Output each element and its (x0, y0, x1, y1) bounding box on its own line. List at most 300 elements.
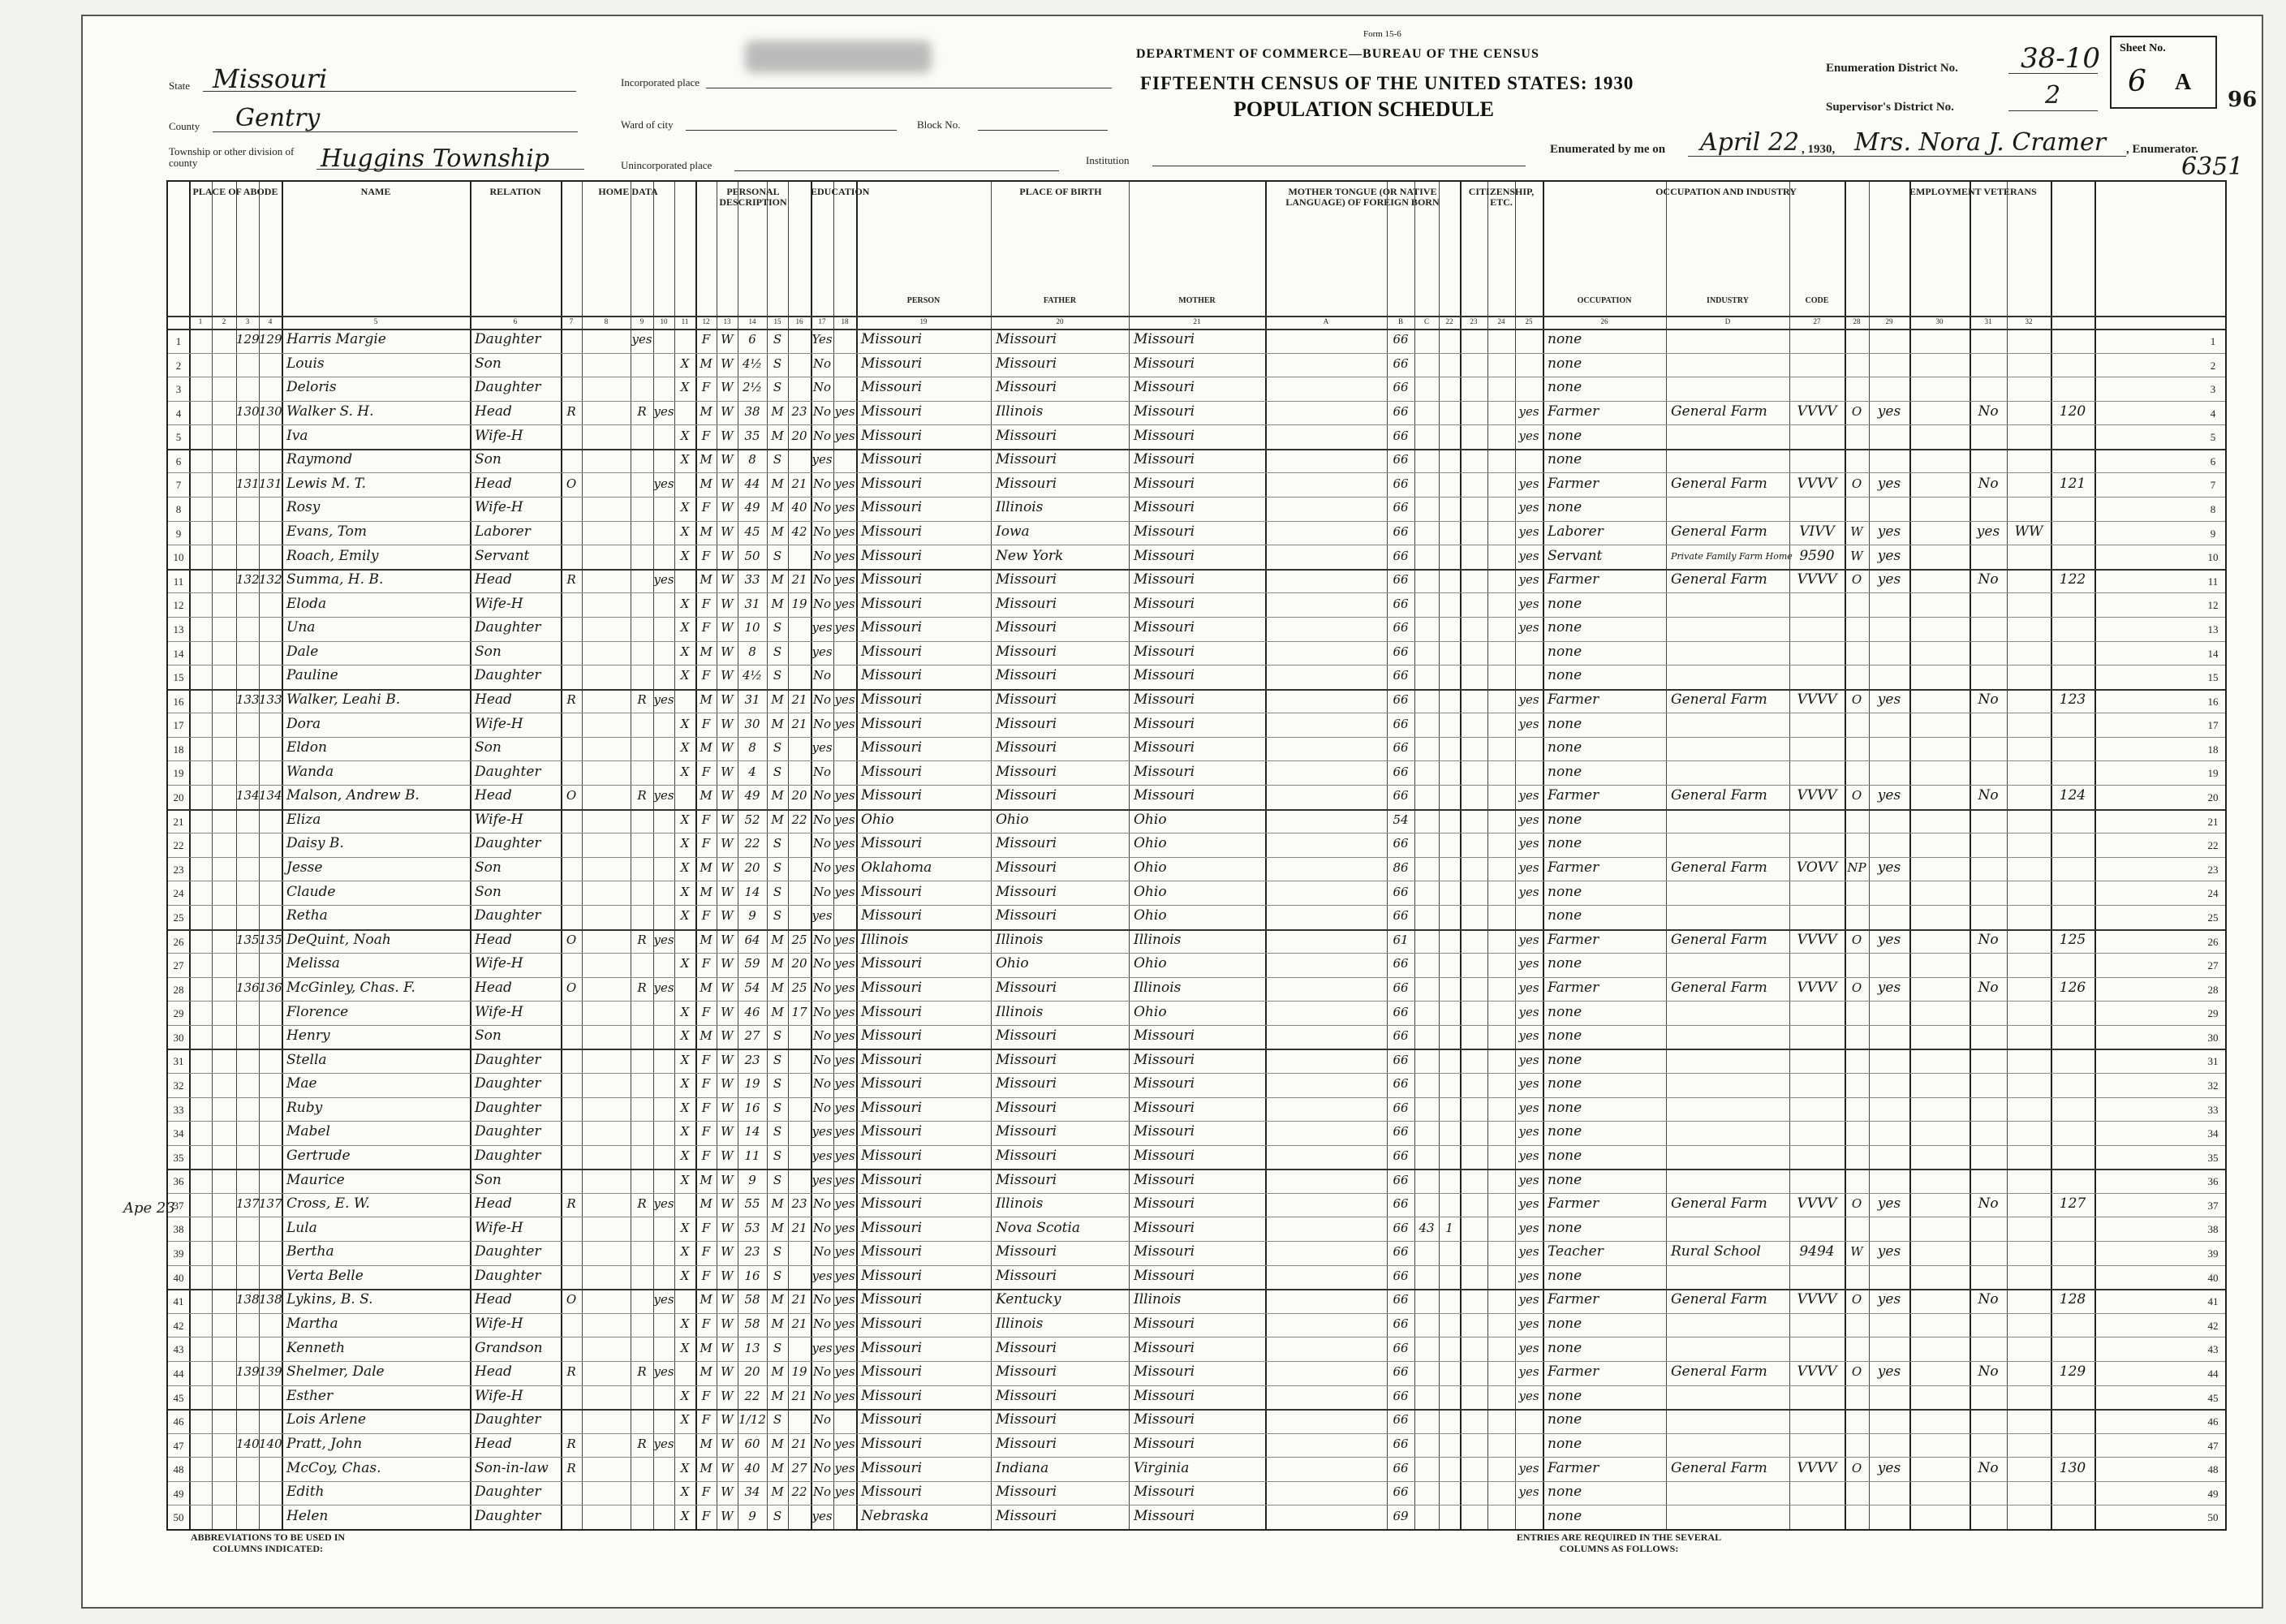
cell-occ: none (1548, 739, 1582, 756)
cell-rel: Wife-H (475, 715, 523, 732)
cell-fb: Missouri (996, 1243, 1057, 1260)
cell-code: 66 (1393, 1412, 1409, 1428)
cell-ms: M (771, 1316, 784, 1332)
cell-ms: M (771, 1460, 784, 1475)
cell-vet: yes (1518, 1244, 1539, 1260)
page-number: 96 (2228, 88, 2258, 112)
cell-own: X (680, 860, 690, 876)
cell-emp: yes (1877, 523, 1901, 540)
row-divider (168, 689, 2225, 691)
cell-fam: 134 (259, 788, 282, 803)
form-number: Form 15-6 (1363, 29, 1401, 39)
row-divider (168, 1145, 2225, 1146)
cell-fb: Missouri (996, 379, 1057, 396)
cell-cw: NP (1847, 860, 1866, 876)
cell-name: Evans, Tom (286, 523, 368, 540)
cell-mb: Missouri (1134, 499, 1195, 516)
cell-emp: yes (1877, 403, 1901, 420)
cell-occ: Farmer (1548, 691, 1599, 708)
cell-birth: Missouri (861, 1099, 923, 1116)
cell-ms: S (773, 1124, 782, 1139)
line-number-right: 23 (2207, 863, 2219, 876)
row-divider (168, 977, 2225, 978)
column-divider (259, 182, 260, 1529)
column-number: 6 (513, 317, 518, 325)
cell-cw: O (1851, 572, 1862, 588)
column-divider (1543, 182, 1544, 1529)
cell-rd: yes (834, 1076, 855, 1092)
cell-rd: yes (834, 596, 855, 611)
cell-rel: Son (475, 1171, 502, 1188)
cell-sex: F (701, 1004, 711, 1019)
schedule-title: POPULATION SCHEDULE (1233, 97, 1494, 121)
cell-code: 66 (1393, 596, 1409, 611)
cell-sex: M (700, 884, 712, 899)
cell-birth: Missouri (861, 499, 923, 516)
cell-code: 66 (1393, 1100, 1409, 1115)
cell-ind: General Farm (1671, 931, 1767, 948)
column-number: 19 (919, 317, 928, 325)
cell-radio: R (637, 404, 647, 420)
cell-name: Martha (286, 1316, 338, 1333)
cell-farm: yes (653, 476, 674, 491)
cell-rel: Son (475, 739, 502, 756)
cell-sex: M (700, 404, 712, 420)
cell-sex: M (700, 476, 712, 491)
cell-age: 40 (744, 1460, 760, 1475)
cell-sch: No (812, 548, 832, 563)
cell-ms: M (771, 1196, 784, 1212)
cell-cw: O (1851, 1292, 1862, 1307)
cell-agem: 22 (791, 1484, 807, 1500)
cell-mb: Missouri (1134, 451, 1195, 468)
column-divider (189, 182, 191, 1529)
group-heading-birth: PLACE OF BIRTH (1019, 186, 1102, 197)
cell-vw: No (1978, 931, 1999, 948)
cell-occ: Laborer (1548, 523, 1604, 540)
cell-radio: R (637, 1436, 647, 1451)
cell-code: 66 (1393, 980, 1409, 995)
cell-sex: F (701, 332, 711, 347)
cell-vw: No (1978, 979, 1999, 996)
cell-race: W (721, 380, 734, 395)
cell-cw: O (1851, 932, 1862, 947)
cell-sex: F (701, 956, 711, 971)
cell-sch: No (812, 500, 832, 515)
cell-race: W (721, 980, 734, 995)
cell-radio: R (637, 1196, 647, 1212)
cell-ms: M (771, 932, 784, 947)
cell-code: 66 (1393, 716, 1409, 731)
cell-vet: yes (1518, 1316, 1539, 1332)
cell-ms: S (773, 1340, 782, 1355)
cell-rel: Head (475, 1363, 512, 1381)
cell-vw: No (1978, 1459, 1999, 1476)
cell-emp: yes (1877, 931, 1901, 948)
subheading-father: FATHER (1043, 296, 1077, 305)
line-number-right: 16 (2207, 695, 2219, 708)
cell-birth: Missouri (861, 1171, 923, 1188)
subheading-industry: INDUSTRY (1707, 296, 1749, 305)
column-number: 18 (841, 317, 849, 325)
cell-mb: Missouri (1134, 1316, 1195, 1333)
cell-birth: Missouri (861, 1219, 923, 1236)
cell-occ: Farmer (1548, 475, 1599, 492)
line-number: 36 (173, 1175, 184, 1188)
cell-rd: yes (834, 620, 855, 635)
cell-occ: Farmer (1548, 1195, 1599, 1213)
cell-own: X (680, 1220, 690, 1235)
row-divider (168, 785, 2225, 786)
cell-code: 66 (1393, 1340, 1409, 1355)
cell-vw: No (1978, 571, 1999, 588)
cell-fb: Missouri (996, 667, 1057, 684)
cell-race: W (721, 691, 734, 707)
cell-code: 66 (1393, 691, 1409, 707)
cell-sch: No (812, 691, 832, 707)
sheet-number: 6 (2128, 65, 2146, 98)
cell-own: X (680, 884, 690, 899)
cell-age: 19 (744, 1076, 760, 1092)
cell-sch: No (812, 1028, 832, 1044)
cell-own: X (680, 716, 690, 731)
cell-own: X (680, 668, 690, 683)
cell-code: 66 (1393, 1148, 1409, 1163)
cell-ind: General Farm (1671, 1459, 1767, 1476)
cell-ms: S (773, 860, 782, 876)
block-label: Block No. (917, 118, 961, 131)
cell-farm: yes (653, 932, 674, 947)
line-number: 20 (173, 791, 184, 804)
cell-birth: Missouri (861, 1339, 923, 1356)
cell-agem: 25 (791, 932, 807, 947)
cell-name: Helen (286, 1507, 329, 1524)
cell-race: W (721, 716, 734, 731)
cell-rel: Daughter (475, 1484, 541, 1501)
cell-ind: General Farm (1671, 979, 1767, 996)
line-number: 32 (173, 1079, 184, 1092)
cell-age: 53 (744, 1220, 760, 1235)
cell-farm: yes (653, 691, 674, 707)
cell-sch: yes (812, 452, 833, 467)
row-divider (168, 521, 2225, 522)
cell-emp: yes (1877, 1195, 1901, 1213)
cell-vwar: WW (2014, 523, 2043, 540)
cell-name: Louis (286, 355, 325, 372)
cell-sex: M (700, 788, 712, 803)
cell-icode: VVVV (1797, 1363, 1837, 1381)
cell-birth: Oklahoma (861, 859, 932, 877)
cell-birth: Missouri (861, 1267, 923, 1284)
line-number-right: 2 (2210, 359, 2216, 372)
cell-name: Rosy (286, 499, 321, 516)
group-heading-name: NAME (360, 186, 391, 197)
cell-race: W (721, 1268, 734, 1283)
cell-ind: General Farm (1671, 859, 1767, 877)
cell-race: W (721, 956, 734, 971)
line-number: 5 (175, 431, 182, 444)
line-number-right: 40 (2207, 1271, 2219, 1284)
cell-code: 66 (1393, 452, 1409, 467)
cell-sex: F (701, 1316, 711, 1332)
cell-ms: S (773, 764, 782, 779)
cell-mb: Ohio (1134, 907, 1167, 924)
cell-ho: R (566, 1364, 576, 1380)
cell-vet: yes (1518, 1196, 1539, 1212)
cell-birth: Missouri (861, 1027, 923, 1045)
row-divider (168, 449, 2225, 450)
cell-name: Gertrude (286, 1148, 351, 1164)
cell-ms: M (771, 1220, 784, 1235)
cell-mb: Missouri (1134, 1027, 1195, 1045)
cell-ho: R (566, 1436, 576, 1451)
cell-rel: Head (475, 1435, 512, 1452)
cell-mb: Missouri (1134, 403, 1195, 420)
cell-name: Roach, Emily (286, 547, 379, 564)
line-number-right: 20 (2207, 791, 2219, 804)
group-heading-occupation: OCCUPATION AND INDUSTRY (1655, 186, 1797, 197)
cell-birth: Missouri (861, 1003, 923, 1020)
column-number: 2 (222, 317, 226, 325)
cell-fb: Missouri (996, 1171, 1057, 1188)
cell-code: 66 (1393, 1316, 1409, 1332)
row-divider (168, 1361, 2225, 1362)
cell-occ: Servant (1548, 547, 1603, 564)
cell-age: 49 (744, 788, 760, 803)
cell-sch: No (812, 1076, 832, 1092)
cell-ms: M (771, 788, 784, 803)
cell-code: 66 (1393, 500, 1409, 515)
cell-ms: S (773, 332, 782, 347)
cell-farm: yes (653, 1364, 674, 1380)
line-number-right: 36 (2207, 1175, 2219, 1188)
line-number: 6 (175, 454, 182, 467)
cell-occ: Farmer (1548, 931, 1599, 948)
column-number: 7 (569, 317, 574, 325)
line-number: 4 (175, 407, 182, 420)
cell-vet: yes (1518, 596, 1539, 611)
cell-birth: Missouri (861, 523, 923, 540)
cell-rd: yes (834, 1340, 855, 1355)
cell-age: 35 (744, 428, 760, 443)
cell-mb: Missouri (1134, 1363, 1195, 1381)
cell-sched: 126 (2059, 979, 2086, 996)
cell-mb: Missouri (1134, 667, 1195, 684)
cell-fam: 136 (259, 980, 282, 995)
cell-race: W (721, 1340, 734, 1355)
cell-code: 66 (1393, 1244, 1409, 1260)
cell-fb: Missouri (996, 691, 1057, 708)
cell-ms: M (771, 980, 784, 995)
cell-own: X (680, 1268, 690, 1283)
cell-name: Maurice (286, 1171, 345, 1188)
cell-sex: F (701, 812, 711, 827)
cell-race: W (721, 644, 734, 659)
cell-birth: Missouri (861, 1123, 923, 1140)
cell-age: 8 (748, 740, 756, 756)
cell-mb: Missouri (1134, 379, 1195, 396)
cell-rel: Head (475, 1291, 512, 1308)
line-number-right: 3 (2210, 383, 2216, 396)
cell-vet: yes (1518, 500, 1539, 515)
supervisor-label: Supervisor's District No. (1826, 101, 1954, 114)
cell-sex: M (700, 1436, 712, 1451)
cell-race: W (721, 668, 734, 683)
cell-code: 69 (1393, 1508, 1409, 1523)
cell-own: X (680, 1172, 690, 1187)
cell-mb: Missouri (1134, 523, 1195, 540)
row-divider (168, 1433, 2225, 1434)
cell-own: X (680, 1124, 690, 1139)
cell-race: W (721, 500, 734, 515)
abbreviations-title: ABBREVIATIONS TO BE USED IN COLUMNS INDICATED: (190, 1531, 346, 1554)
cell-code: 66 (1393, 1124, 1409, 1139)
line-number-right: 33 (2207, 1103, 2219, 1116)
line-number: 9 (175, 527, 182, 540)
cell-code: 66 (1393, 548, 1409, 563)
cell-fb: Missouri (996, 571, 1057, 588)
cell-code: 66 (1393, 908, 1409, 924)
cell-code: 66 (1393, 1196, 1409, 1212)
cell-occ: Farmer (1548, 1291, 1599, 1308)
cell-code: 66 (1393, 1220, 1409, 1235)
cell-mb: Missouri (1134, 1484, 1195, 1501)
cell-own: X (680, 428, 690, 443)
township-label: Township or other division of county (169, 145, 295, 170)
cell-rel: Head (475, 931, 512, 948)
cell-race: W (721, 1052, 734, 1067)
cell-birth: Missouri (861, 1387, 923, 1404)
cell-birth: Missouri (861, 547, 923, 564)
column-number: 31 (1984, 317, 1992, 325)
cell-vet: yes (1518, 1004, 1539, 1019)
cell-birth: Missouri (861, 907, 923, 924)
group-heading-relation: RELATION (489, 186, 541, 197)
cell-rel: Laborer (475, 523, 531, 540)
cell-vet: yes (1518, 860, 1539, 876)
census-table (166, 180, 2227, 1531)
cell-age: 22 (744, 1388, 760, 1403)
cell-rel: Daughter (475, 1051, 541, 1068)
cell-birth: Missouri (861, 427, 923, 444)
cell-age: 6 (748, 332, 756, 347)
cell-sched: 125 (2059, 931, 2086, 948)
cell-mb: Ohio (1134, 859, 1167, 877)
cell-name: Wanda (286, 763, 334, 780)
column-number: A (1323, 317, 1329, 325)
cell-rel: Head (475, 571, 512, 588)
cell-race: W (721, 523, 734, 539)
cell-sch: Yes (812, 332, 833, 347)
row-divider (168, 353, 2225, 354)
cell-sch: No (812, 1460, 832, 1475)
cell-rd: yes (834, 860, 855, 876)
cell-sch: No (812, 1052, 832, 1067)
cell-code: 66 (1393, 1484, 1409, 1500)
row-divider (168, 1457, 2225, 1458)
cell-name: Cross, E. W. (286, 1195, 370, 1213)
cell-ind: General Farm (1671, 691, 1767, 708)
cell-occ: none (1548, 1507, 1582, 1524)
cell-rel: Daughter (475, 1411, 541, 1428)
cell-ho: O (566, 476, 577, 491)
cell-vet: yes (1518, 572, 1539, 588)
line-number-right: 45 (2207, 1391, 2219, 1404)
cell-birth: Missouri (861, 1316, 923, 1333)
cell-mb: Illinois (1134, 931, 1182, 948)
cell-sch: yes (812, 1148, 833, 1163)
sheet-label: Sheet No. (2120, 42, 2166, 54)
cell-age: 11 (744, 1148, 760, 1163)
cell-age: 50 (744, 548, 760, 563)
cell-sex: F (701, 908, 711, 924)
cell-birth: Missouri (861, 763, 923, 780)
cell-sch: yes (812, 644, 833, 659)
line-number-right: 8 (2210, 503, 2216, 516)
cell-own: X (680, 740, 690, 756)
cell-mb: Missouri (1134, 643, 1195, 660)
cell-sch: No (812, 1436, 832, 1451)
cell-occ: none (1548, 1075, 1582, 1092)
cell-fb: Missouri (996, 475, 1057, 492)
column-divider (1129, 182, 1130, 1529)
line-number: 35 (173, 1151, 184, 1164)
column-divider (2051, 182, 2052, 1529)
cell-own: X (680, 764, 690, 779)
line-number-right: 15 (2207, 671, 2219, 684)
line-number: 18 (173, 743, 184, 756)
cell-sex: M (700, 1172, 712, 1187)
cell-name: Daisy B. (286, 835, 344, 852)
cell-occ: none (1548, 427, 1582, 444)
cell-name: Malson, Andrew B. (286, 787, 420, 804)
cell-fam: 137 (259, 1196, 282, 1212)
cell-sch: No (812, 523, 832, 539)
line-number-right: 18 (2207, 743, 2219, 756)
row-divider (168, 1385, 2225, 1386)
cell-ms: M (771, 716, 784, 731)
cell-mb: Missouri (1134, 1411, 1195, 1428)
cell-emp: yes (1877, 1459, 1901, 1476)
line-number-right: 14 (2207, 647, 2219, 660)
cell-sex: M (700, 572, 712, 588)
column-divider (1460, 182, 1462, 1529)
cell-ind: General Farm (1671, 1363, 1767, 1381)
column-number: 10 (660, 317, 668, 325)
line-number-right: 17 (2207, 719, 2219, 732)
column-divider (991, 182, 992, 1529)
cell-name: Walker S. H. (286, 403, 374, 420)
cell-sch: yes (812, 620, 833, 635)
cell-radio: R (637, 691, 647, 707)
cell-rd: yes (834, 1052, 855, 1067)
cell-fam: 139 (259, 1364, 282, 1380)
cell-sex: F (701, 1244, 711, 1260)
line-number-right: 42 (2207, 1319, 2219, 1332)
cell-name: Stella (286, 1051, 327, 1068)
cell-sch: No (812, 1100, 832, 1115)
row-divider (168, 1049, 2225, 1050)
cell-sch: yes (812, 740, 833, 756)
cell-radio: R (637, 932, 647, 947)
cell-ho: R (566, 572, 576, 588)
cell-ms: M (771, 572, 784, 588)
census-title: FIFTEENTH CENSUS OF THE UNITED STATES: 1930 (1140, 73, 1634, 93)
cell-occ: none (1548, 619, 1582, 636)
cell-sched: 127 (2059, 1195, 2086, 1213)
cell-name: Esther (286, 1387, 334, 1404)
cell-age: 14 (744, 884, 760, 899)
